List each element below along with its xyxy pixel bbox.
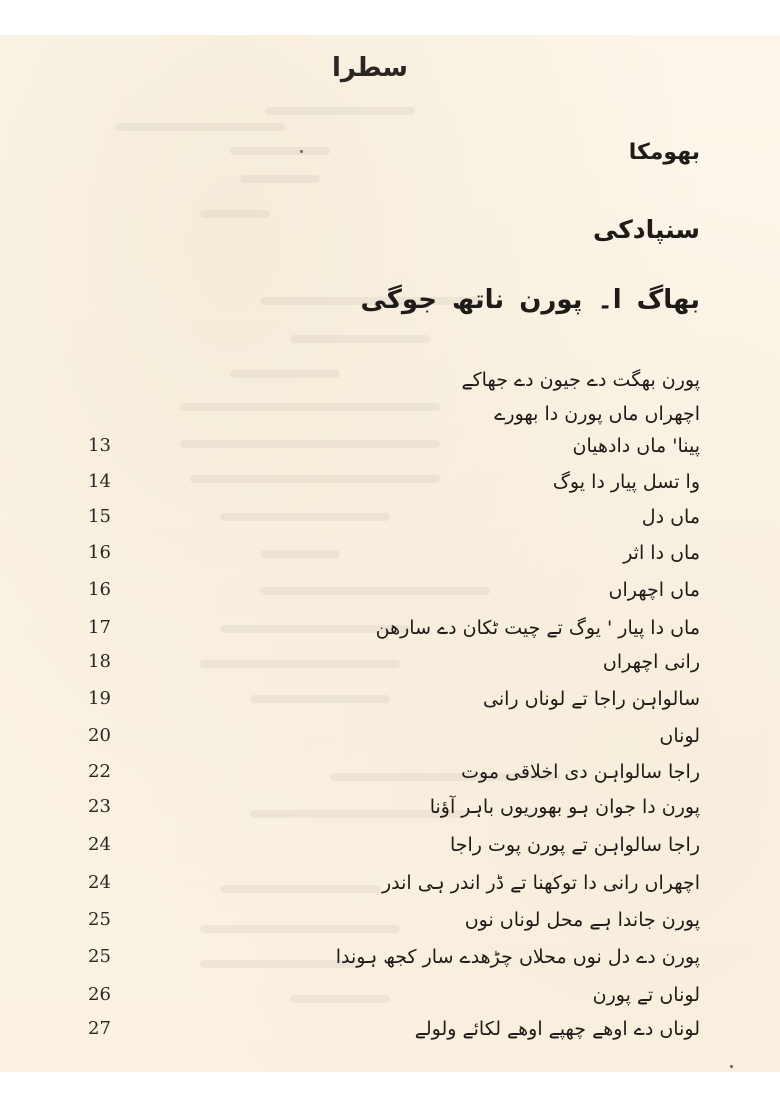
speck (730, 1065, 733, 1068)
toc-entry-title: پورن دا جوان ہو بھوریوں باہر آؤنا (429, 796, 700, 818)
toc-page-number: 25 (88, 909, 111, 930)
heading-editor-note: سنپادکی (592, 215, 700, 244)
toc-entry (80, 720, 700, 752)
toc-page-number: 16 (88, 579, 111, 600)
toc-page-number: 24 (88, 872, 111, 893)
toc-page-number: 17 (88, 617, 111, 638)
toc-entry (80, 829, 700, 861)
toc-entry-title: پینا' ماں دادھیان (572, 435, 700, 457)
toc-entry-title: رانی اچھراں (602, 651, 700, 673)
page-title: سطرا (332, 53, 408, 83)
toc-entry-title: اچھراں ماں پورن دا بھورے (494, 403, 700, 425)
toc-entry-title: ماں دل (641, 506, 700, 528)
toc-entry-title: لوناں تے پورن (592, 984, 700, 1006)
toc-page-number: 13 (88, 435, 111, 456)
toc-entry-title: وا تسل پیار دا یوگ (552, 471, 700, 493)
toc-entry-title: سالواہن راجا تے لوناں رانی (483, 688, 700, 710)
toc-entry (80, 683, 700, 715)
toc-entry (80, 612, 700, 644)
toc-page-number: 15 (88, 506, 111, 527)
toc-entry-title: راجا سالواہن دی اخلاقی موت (461, 761, 700, 783)
toc-entry (80, 537, 700, 569)
toc-page-number: 20 (88, 725, 111, 746)
toc-entry-title: راجا سالواہن تے پورن پوت راجا (449, 834, 700, 856)
toc-entry-title: ماں دا پیار ' یوگ تے چیت ٹکان دے سارھن (375, 617, 700, 639)
toc-entry (80, 398, 700, 430)
toc-entry-title: ماں اچھراں (608, 579, 700, 601)
toc-entry (80, 791, 700, 823)
toc-entry-title: لوناں دے اوھے چھپے اوھے لکائے ولولے (414, 1018, 700, 1040)
heading-foreword: بھومکا (628, 140, 700, 165)
toc-page-number: 23 (88, 796, 111, 817)
toc-entry (80, 941, 700, 973)
toc-entry (80, 364, 700, 396)
toc-page-number: 27 (88, 1018, 111, 1039)
toc-page-number: 26 (88, 984, 111, 1005)
toc-entry (80, 904, 700, 936)
toc-entry-title: اچھراں رانی دا توکھنا تے ڈر اندر ہی اندر (381, 872, 700, 894)
toc-entry (80, 430, 700, 462)
toc-entry-title: ماں دا اثر (623, 542, 700, 564)
speck (300, 150, 303, 153)
toc-entry (80, 867, 700, 899)
toc-entry (80, 979, 700, 1011)
toc-page-number: 18 (88, 651, 111, 672)
toc-entry (80, 756, 700, 788)
toc-entry (80, 466, 700, 498)
toc-entry (80, 646, 700, 678)
toc-page-number: 22 (88, 761, 111, 782)
heading-part-one: بھاگ ا۔ پورن ناتھ جوگی (360, 285, 700, 315)
toc-entry (80, 501, 700, 533)
toc-page-number: 25 (88, 946, 111, 967)
toc-entry-title: لوناں (659, 725, 700, 747)
toc-page-number: 24 (88, 834, 111, 855)
toc-entry-title: پورن بھگت دے جیون دے جھاکے (461, 369, 700, 391)
toc-entry-title: پورن جاندا ہے محل لوناں نوں (464, 909, 700, 931)
toc-page-number: 16 (88, 542, 111, 563)
toc-page-number: 19 (88, 688, 111, 709)
toc-entry (80, 1013, 700, 1045)
toc-page-number: 14 (88, 471, 111, 492)
toc-entry (80, 574, 700, 606)
toc-entry-title: پورن دے دل نوں محلاں چڑھدے سار کجھ ہوندا (335, 946, 700, 968)
